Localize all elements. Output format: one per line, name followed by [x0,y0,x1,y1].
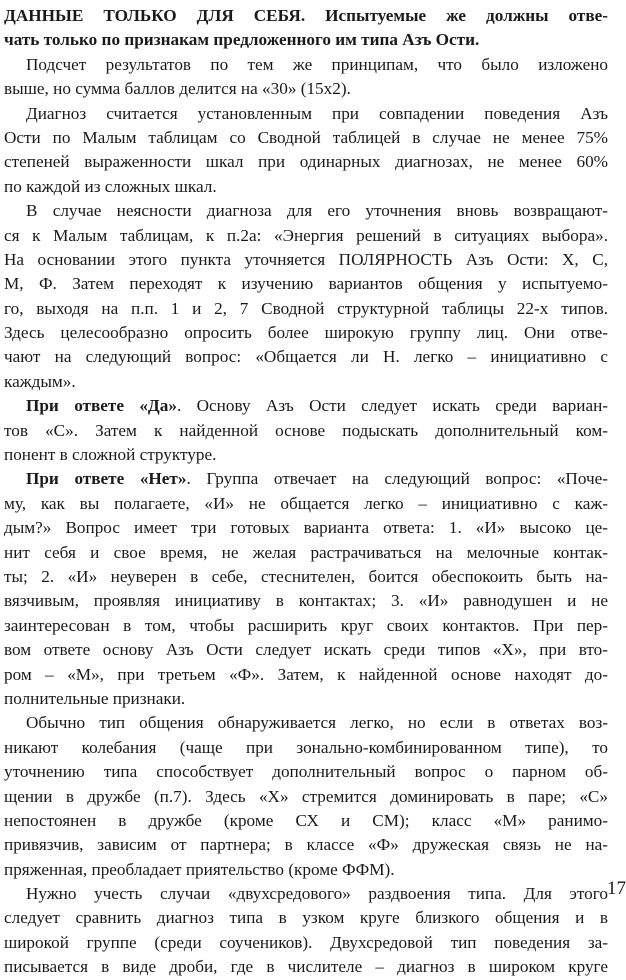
text-line: нит себя и свое время, не желая растрачиваться на мелочные контак- [4,542,608,562]
text-line: чать только по признакам предложенного им типа Азъ Ости. [4,30,480,50]
text-line: каждым». [4,371,76,391]
bold-lead-in: При ответе «Да» [26,396,177,416]
text-line: тов «С». Затем к найденной основе подыскать дополнительный ком- [4,420,608,440]
bold-lead-in: При ответе «Нет» [26,469,187,489]
text-line: ром – «М», при третьем «Ф». Затем, к найденной основе находят до- [4,664,608,684]
text-line: заинтересован в том, чтобы расширить круг своих контактов. При пер- [4,615,608,635]
text-line: Обычно тип общения обнаруживается легко, но если в ответах воз- [26,713,608,733]
text-line: пряженная, преобладает приятельство (кроме ФФМ). [4,859,395,879]
text-line: вом ответе основу Азъ Ости следует искать среди типов «Х», при вто- [4,640,608,660]
text-line: Здесь целесообразно опросить более широкую группу лиц. Они отве- [4,323,608,343]
text-line: Ости по Малым таблицам со Сводной таблицей в случае не менее 75% [4,127,608,147]
text-line: На основании этого пункта уточняется ПОЛЯРНОСТЬ Азъ Ости: Х, С, [4,249,608,269]
text-line: степеней выраженности шкал при одинарных диагнозах, не менее 60% [4,152,608,172]
text-fragment: . Группа отвечает на следующий вопрос: «Поче- [186,469,608,489]
text-line: В случае неясности диагноза для его уточнения вновь возвращают- [26,201,608,221]
text-line [4,467,608,491]
text-line: следует сравнить диагноз типа в узком круге близкого общения и в [4,908,608,928]
text-line: привязчив, зависим от партнера; в классе «Ф» дружеская связь не на- [4,835,608,855]
document-page [4,4,608,980]
text-line: дым?» Вопрос имеет три готовых варианта ответа: 1. «И» высоко це- [4,518,608,538]
text-line: по каждой из сложных шкал. [4,176,217,196]
text-line: широкой группе (среди соучеников). Двухсредовой тип поведения за- [4,932,608,952]
text-line: вязчивым, проявляя инициативу в контактах; 3. «И» равнодушен и не [4,591,608,611]
text-line: ты; 2. «И» неуверен в себе, стеснителен, боится обеспокоить быть на- [4,566,608,586]
text-line: уточнению типа способствует дополнительный вопрос о парном об- [4,762,608,782]
text-line: непостоянен в дружбе (кроме СХ и СМ); класс «М» ранимо- [4,810,608,830]
text-line: понент в сложной структуре. [4,445,217,465]
text-line: Диагноз считается установленным при совпадении поведения Азъ [26,103,608,123]
text-line: щении в дружбе (п.7). Здесь «Х» стремится доминировать в паре; «С» [4,786,608,806]
text-line: Подсчет результатов по тем же принципам, что было изложено [26,54,608,74]
text-line: чают на следующий вопрос: «Общается ли Н. легко – инициативно с [4,347,608,367]
text-line [4,394,608,418]
text-line: выше, но сумма баллов делится на «30» (15х2). [4,79,351,99]
text-fragment: . Основу Азъ Ости следует искать среди вариан- [176,396,608,416]
text-line: ДАННЫЕ ТОЛЬКО ДЛЯ СЕБЯ. Испытуемые же должны отве- [4,6,608,25]
text-line: писывается в виде дроби, где в числителе – диагноз в широком круге [4,957,608,977]
text-line: Нужно учесть случаи «двухсредового» раздвоения типа. Для этого [26,884,608,904]
text-line: ся к Малым таблицам, к п.2а: «Энергия решений в ситуациях выбора». [4,225,608,245]
text-line: М, Ф. Затем переходят к изучению вариантов общения у испытуемо- [4,274,608,294]
text-line: никают колебания (чаще при зонально-комбинированном типе), то [4,737,608,757]
text-line: полнительные признаки. [4,688,186,708]
page-number: 17 [607,878,626,899]
text-line: го, выходя на п.п. 1 и 2, 7 Сводной структурной таблицы 22-х типов. [4,298,608,318]
text-line: му, как вы полагаете, «И» не общается легко – инициативно с каж- [4,493,608,513]
